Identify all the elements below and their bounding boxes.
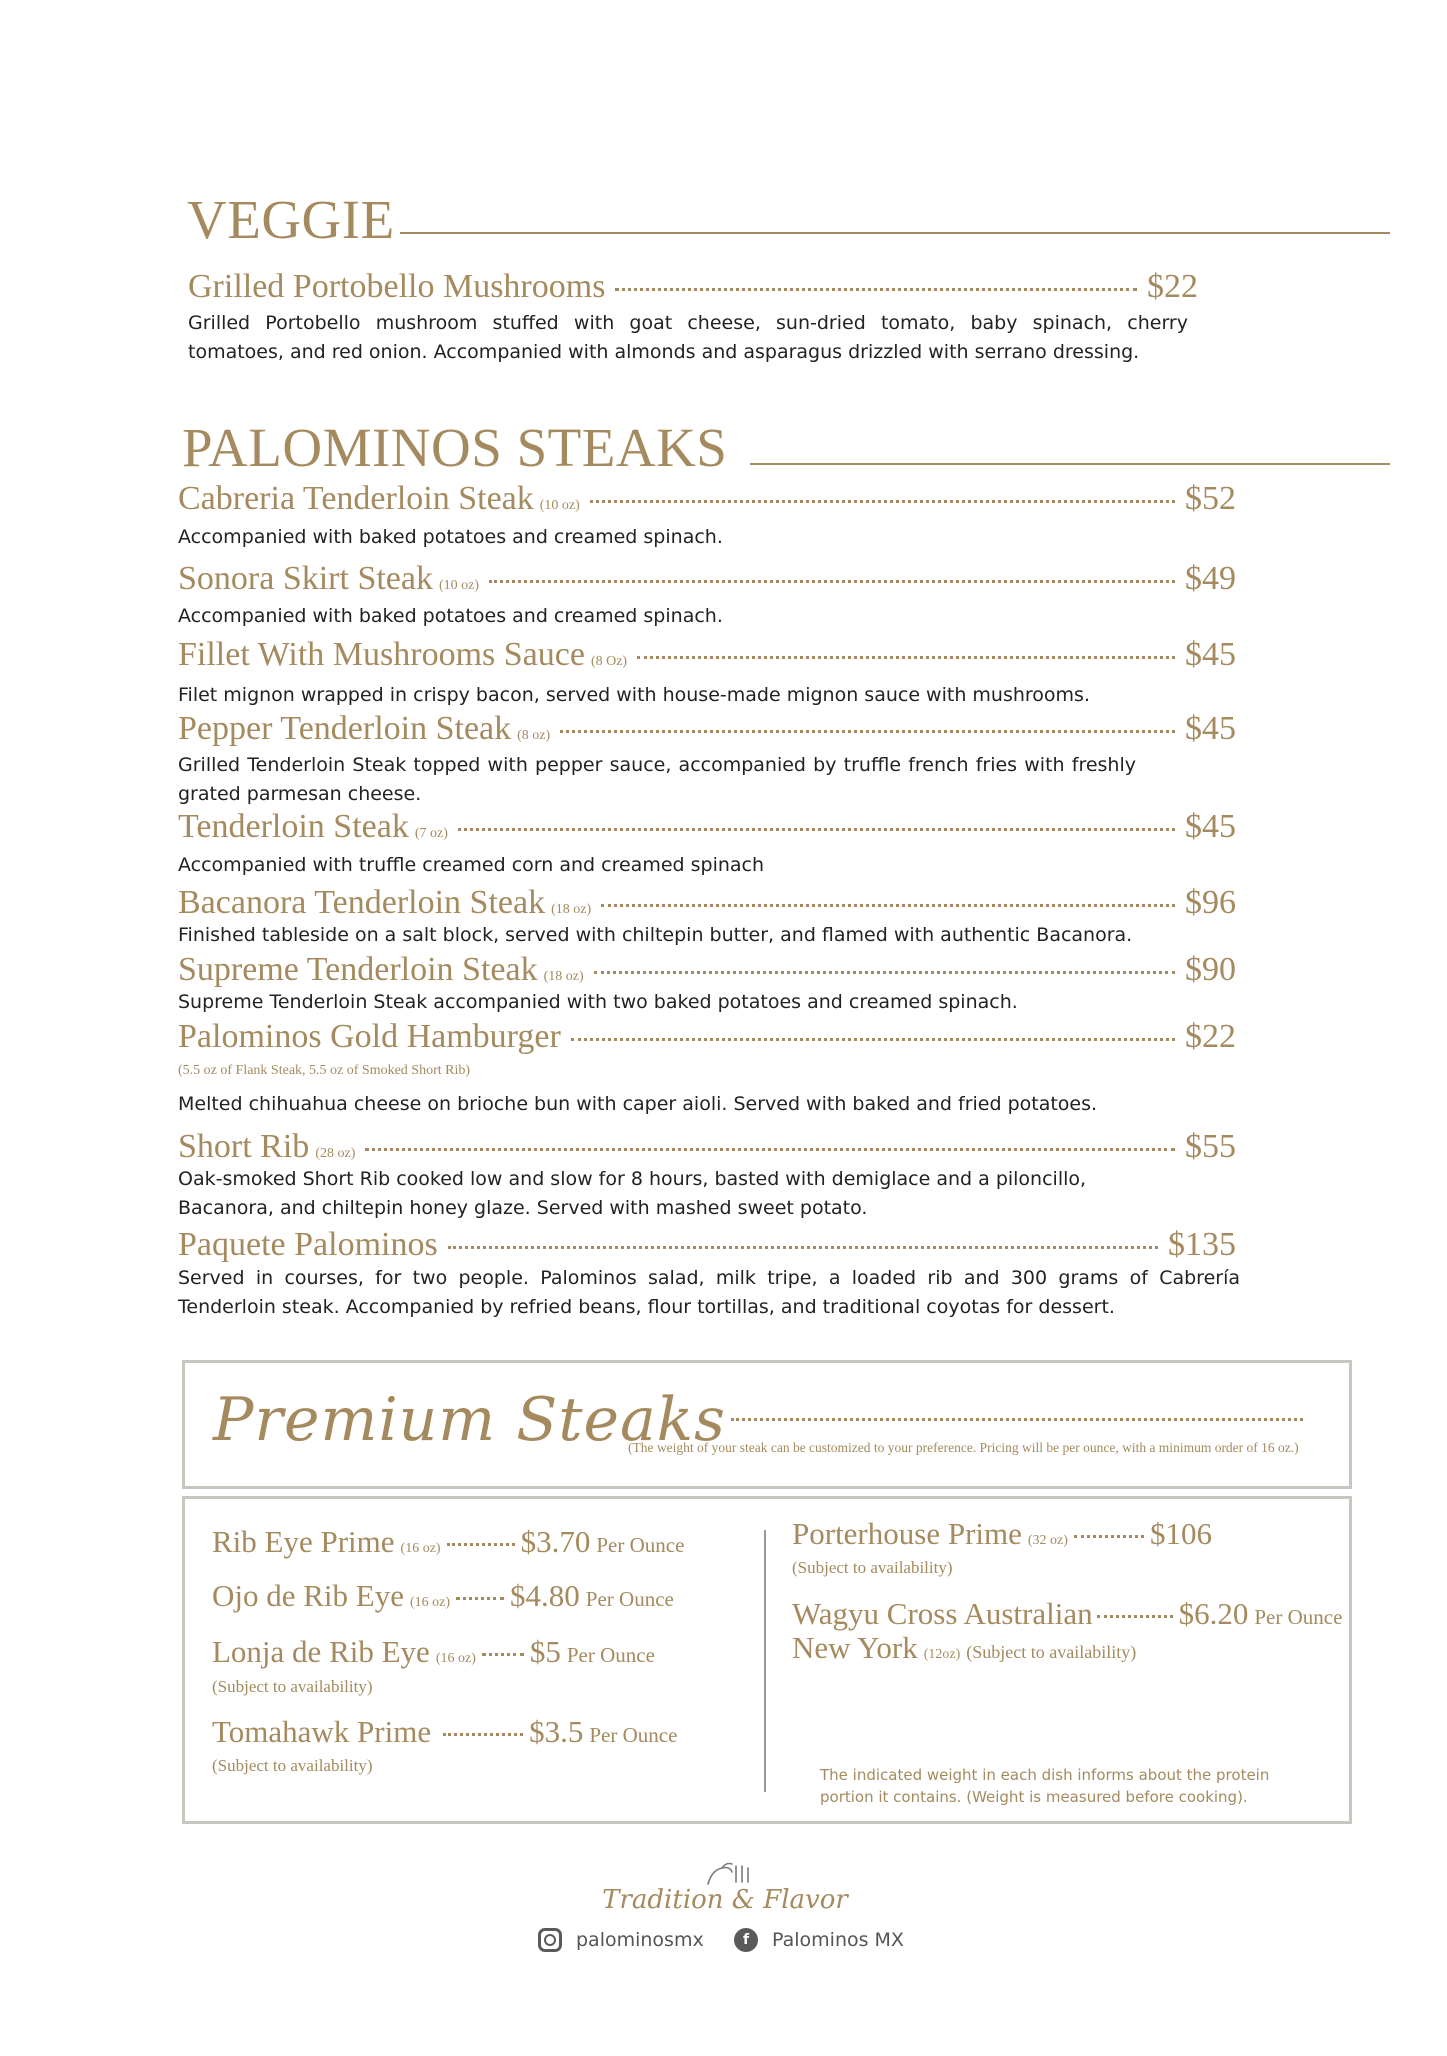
- item-name: Pepper Tenderloin Steak: [178, 710, 512, 747]
- steaks-title-rule: [750, 463, 1390, 465]
- item-description: Served in courses, for two people. Palominos salad, milk tripe, a loaded rib and 300 grams of Cabrería Tenderloin steak. Accompanied by refried beans, flour tortillas, and traditional coyotas for dessert.: [178, 1267, 1240, 1318]
- premium-steaks-title: Premium Steaks: [213, 1385, 726, 1455]
- dotted-leader: [443, 1733, 523, 1736]
- price-unit: Per Ounce: [566, 1643, 655, 1667]
- menu-item-bacanora: [178, 886, 1236, 920]
- dotted-leader: [594, 971, 1175, 974]
- item-name: Sonora Skirt Steak: [178, 560, 433, 597]
- dotted-leader: [571, 1038, 1175, 1041]
- menu-item-paquete-palominos: [178, 1228, 1236, 1262]
- menu-item-fillet-mushrooms: [178, 638, 1236, 672]
- instagram-icon: [538, 1928, 562, 1952]
- item-description: Melted chihuahua cheese on brioche bun with caper aioli. Served with baked and fried potatoes.: [178, 1093, 1098, 1115]
- item-name: Cabreria Tenderloin Steak: [178, 480, 534, 517]
- item-description: Oak-smoked Short Rib cooked low and slow for 8 hours, basted with demiglace and a piloncillo, Bacanora, and chiltepin honey glaze. Served with mashed sweet potato.: [178, 1168, 1087, 1219]
- dotted-leader: [448, 1246, 1158, 1249]
- dotted-leader: [731, 1418, 1303, 1421]
- item-weight: (7 oz): [414, 826, 448, 841]
- item-name: Palominos Gold Hamburger: [178, 1018, 561, 1055]
- premium-item-wagyu: [792, 1596, 1342, 1632]
- item-name: Porterhouse Prime: [792, 1516, 1022, 1551]
- item-price: $45: [1185, 710, 1236, 747]
- instagram-handle: palominosmx: [576, 1929, 704, 1951]
- menu-item-short-rib: [178, 1130, 1236, 1164]
- menu-item-sonora: [178, 562, 1236, 596]
- item-name: Wagyu Cross Australian: [792, 1596, 1093, 1631]
- menu-item-gold-hamburger: [178, 1020, 1236, 1054]
- item-weight: (16 oz): [400, 1541, 441, 1556]
- price-unit: Per Ounce: [596, 1533, 685, 1557]
- facebook-handle: Palominos MX: [772, 1929, 904, 1951]
- item-weight: (18 oz): [551, 902, 592, 917]
- dotted-leader: [637, 656, 1175, 659]
- dotted-leader: [1074, 1535, 1144, 1538]
- availability-note: (Subject to availability): [792, 1558, 953, 1577]
- item-weight: (8 oz): [517, 728, 551, 743]
- price-unit: Per Ounce: [589, 1723, 678, 1747]
- item-name: Paquete Palominos: [178, 1226, 438, 1263]
- item-name: Supreme Tenderloin Steak: [178, 951, 538, 988]
- item-name: Tenderloin Steak: [178, 808, 409, 845]
- dotted-leader: [458, 828, 1175, 831]
- availability-note: (Subject to availability): [966, 1642, 1137, 1662]
- premium-item-tomahawk-prime: [212, 1714, 677, 1750]
- price-unit: Per Ounce: [585, 1587, 674, 1611]
- dotted-leader: [482, 1653, 524, 1656]
- item-price: $90: [1185, 951, 1236, 988]
- item-weight: (8 Oz): [590, 654, 628, 669]
- item-description: Filet mignon wrapped in crispy bacon, served with house-made mignon sauce with mushrooms.: [178, 684, 1090, 706]
- dotted-leader: [489, 580, 1175, 583]
- availability-note: (Subject to availability): [212, 1756, 373, 1775]
- veggie-title-rule: [400, 232, 1390, 234]
- price-unit: Per Ounce: [1254, 1605, 1343, 1629]
- item-price: $22: [1147, 268, 1198, 305]
- item-description: Accompanied with baked potatoes and creamed spinach.: [178, 605, 723, 627]
- item-price: $135: [1168, 1226, 1236, 1263]
- dotted-leader: [447, 1543, 515, 1546]
- item-price: $96: [1185, 884, 1236, 921]
- premium-item-porterhouse-prime: [792, 1516, 1212, 1552]
- dotted-leader: [365, 1148, 1175, 1151]
- item-price: $49: [1185, 560, 1236, 597]
- item-name-line2: New York: [792, 1630, 918, 1665]
- item-price: $45: [1185, 636, 1236, 673]
- item-weight: (10 oz): [438, 578, 480, 593]
- item-weight: (32 oz): [1027, 1533, 1068, 1548]
- menu-item-supreme-tenderloin: [178, 953, 1236, 987]
- facebook-icon: f: [734, 1928, 758, 1952]
- availability-note: (Subject to availability): [212, 1677, 373, 1696]
- item-price: $52: [1185, 480, 1236, 517]
- item-price: $22: [1185, 1018, 1236, 1055]
- facebook-link[interactable]: [734, 1928, 904, 1952]
- item-price: $5: [529, 1634, 561, 1669]
- item-weight: (12oz): [923, 1647, 961, 1662]
- item-name: Ojo de Rib Eye: [212, 1578, 404, 1613]
- item-price: $45: [1185, 808, 1236, 845]
- item-name: Lonja de Rib Eye: [212, 1634, 430, 1669]
- item-weight: (28 oz): [315, 1146, 356, 1161]
- item-description: Finished tableside on a salt block, served with chiltepin butter, and flamed with authentic Bacanora.: [178, 924, 1133, 946]
- premium-item-lonja-de-rib-eye: [212, 1634, 655, 1670]
- item-description: Supreme Tenderloin Steak accompanied with two baked potatoes and creamed spinach.: [178, 991, 1018, 1013]
- item-name: Short Rib: [178, 1128, 310, 1165]
- item-price: $6.20: [1178, 1596, 1249, 1631]
- weight-note: The indicated weight in each dish informs about the protein portion it contains. (Weight is measured before cooking).: [820, 1766, 1270, 1806]
- item-weight: (18 oz): [543, 969, 584, 984]
- menu-item-cabreria: [178, 482, 1236, 516]
- dotted-leader: [560, 730, 1175, 733]
- item-subnote: (5.5 oz of Flank Steak, 5.5 oz of Smoked Short Rib): [178, 1063, 471, 1078]
- item-description: Accompanied with baked potatoes and creamed spinach.: [178, 526, 723, 548]
- item-name: Rib Eye Prime: [212, 1524, 395, 1559]
- premium-item-wagyu-line2: [792, 1630, 1136, 1666]
- item-price: $3.5: [529, 1714, 584, 1749]
- horse-logo-icon: [702, 1858, 752, 1888]
- item-name: Fillet With Mushrooms Sauce: [178, 636, 585, 673]
- item-price: $3.70: [520, 1524, 591, 1559]
- dotted-leader: [615, 288, 1137, 291]
- instagram-link[interactable]: [538, 1928, 704, 1952]
- dotted-leader: [456, 1597, 504, 1600]
- steaks-section-title: PALOMINOS STEAKS: [182, 417, 728, 478]
- item-price: $55: [1185, 1128, 1236, 1165]
- premium-item-rib-eye-prime: [212, 1524, 684, 1560]
- veggie-section-title: VEGGIE: [187, 189, 395, 250]
- menu-item-portobello: [188, 270, 1198, 304]
- item-weight: (10 oz): [539, 498, 580, 513]
- item-weight: (16 oz): [410, 1595, 451, 1610]
- item-price: $4.80: [510, 1578, 580, 1613]
- footer-tagline: Tradition & Flavor: [602, 1885, 848, 1915]
- dotted-leader: [1097, 1615, 1173, 1618]
- dotted-leader: [590, 500, 1175, 503]
- menu-item-pepper-tenderloin: [178, 712, 1236, 746]
- dotted-leader: [601, 904, 1175, 907]
- premium-note: (The weight of your steak can be customized to your preference. Pricing will be per ounce, with a minimum order of 16 oz.): [628, 1440, 1299, 1455]
- item-price: $106: [1149, 1516, 1212, 1551]
- item-name: Bacanora Tenderloin Steak: [178, 884, 546, 921]
- premium-item-ojo-de-rib-eye: [212, 1578, 674, 1614]
- item-name: Tomahawk Prime: [212, 1714, 432, 1749]
- item-weight: (16 oz): [435, 1651, 476, 1666]
- menu-item-tenderloin: [178, 810, 1236, 844]
- item-description: Grilled Portobello mushroom stuffed with goat cheese, sun-dried tomato, baby spinach, cherry tomatoes, and red onion. Accompanied with almonds and asparagus drizzled with serrano dressing.: [188, 312, 1188, 363]
- item-name: Grilled Portobello Mushrooms: [188, 268, 606, 305]
- item-description: Grilled Tenderloin Steak topped with pepper sauce, accompanied by truffle french fries with freshly grated parmesan cheese.: [178, 754, 1136, 805]
- column-divider: [764, 1530, 766, 1792]
- item-description: Accompanied with truffle creamed corn and creamed spinach: [178, 854, 765, 876]
